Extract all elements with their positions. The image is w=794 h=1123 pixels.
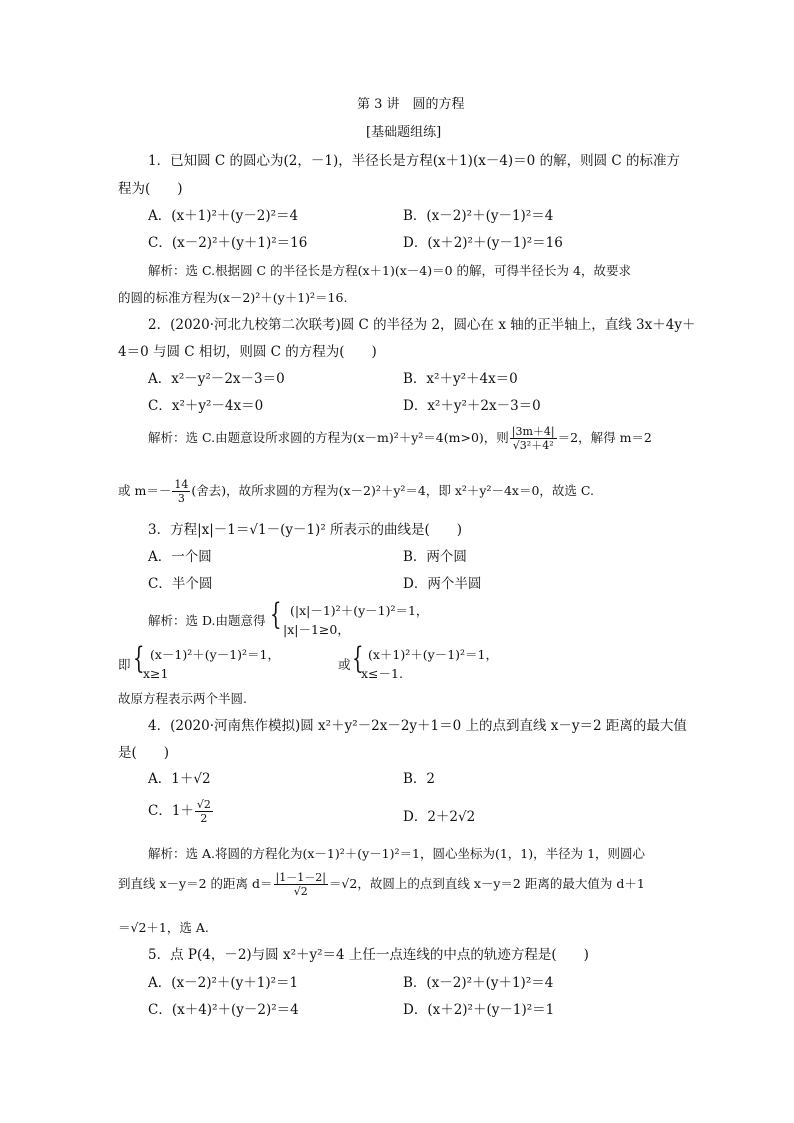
q4-solution-line1: 解析：选 A.将圆的方程化为(x－1)²＋(y－1)²＝1，圆心坐标为(1，1)，半径为 1，则圆心 [148,846,646,861]
lesson-title: 第 3 讲 圆的方程 [357,97,465,112]
q4-option-b: B．2 [403,771,436,787]
left-brace: { [270,597,282,632]
q2-m-fraction [172,478,190,505]
q2-solution-line2 [118,478,594,505]
q3-option-c: C．半个圆 [148,576,213,592]
q3-system3-line2: x≤－1. [361,666,403,681]
q1-option-a: A．(x＋1)²＋(y－2)²＝4 [148,208,299,224]
q2-stem-line2: 4＝0 与圆 C 相切，则圆 C 的方程为( ) [118,344,377,360]
fraction-denominator: √3²＋4² [512,439,554,452]
q3-system3-line1: (x＋1)²＋(y－1)²＝1， [368,647,498,662]
q2-option-b: B．x²＋y²＋4x＝0 [403,371,518,387]
q2-distance-fraction [510,425,557,452]
q3-option-d: D．两个半圆 [403,576,482,592]
q2-stem-line1: 2．(2020·河北九校第二次联考)圆 C 的半径为 2，圆心在 x 轴的正半轴上，直线 3x＋4y＋ [148,317,696,333]
q5-option-b: B．(x－2)²＋(y＋1)²＝4 [403,975,554,991]
q4-solution-text-a: 到直线 x－y＝2 的距离 d＝ [118,876,273,891]
q3-system2-line1: (x－1)²＋(y－1)²＝1， [150,647,280,662]
q4-option-c [148,798,214,825]
q4-option-a: A．1＋√2 [148,771,211,787]
q1-option-c: C．(x－2)²＋(y＋1)²＝16 [148,235,308,251]
q3-option-b: B．两个圆 [403,549,467,565]
q2-solution-text-a: 解析：选 C.由题意设所求圆的方程为(x－m)²＋y²＝4(m>0)，则 [148,430,509,445]
q3-solution-ji: 即 [118,657,131,672]
q4-option-d: D．2＋2√2 [403,809,476,825]
q3-system1-line1: (|x|－1)²＋(y－1)²＝1， [290,603,429,618]
q4-solution-text-b: ＝√2，故圆上的点到直线 x－y＝2 距离的最大值为 d＋1 [328,876,645,891]
q4-distance-fraction [274,871,328,898]
q4-solution-line3: ＝√2＋1，选 A. [118,920,209,935]
left-brace: { [133,641,145,676]
q3-solution-conclusion: 故原方程表示两个半圆. [118,691,247,706]
fraction-numerator: |3m＋4| [511,425,555,438]
q1-option-d: D．(x＋2)²＋(y－1)²＝16 [403,235,563,251]
q1-stem-line2: 程为( ) [118,181,183,197]
q3-solution-huo: 或 [338,657,351,672]
q2-option-a: A．x²－y²－2x－3＝0 [148,371,285,387]
q2-option-c: C．x²＋y²－4x＝0 [148,398,264,414]
q5-option-c: C．(x＋4)²＋(y－2)²＝4 [148,1002,299,1018]
q1-solution-line2: 的圆的标准方程为(x－2)²＋(y＋1)²＝16. [118,290,348,305]
fraction-denominator: √2 [293,885,308,898]
q5-option-d: D．(x＋2)²＋(y－1)²＝1 [403,1002,555,1018]
fraction-denominator: 2 [200,812,208,825]
q2-solution-text-d: (舍去)，故所求圆的方程为(x－2)²＋y²＝4，即 x²＋y²－4x＝0，故选 C. [191,483,595,498]
q2-option-d: D．x²＋y²＋2x－3＝0 [403,398,541,414]
q1-option-b: B．(x－2)²＋(y－1)²＝4 [403,208,554,224]
fraction-numerator: 14 [174,478,189,491]
q3-stem: 3．方程|x|－1＝√1－(y－1)² 所表示的曲线是( ) [148,522,463,538]
q3-system2-line2: x≥1 [143,666,169,681]
section-heading: [基础题组练] [366,125,442,140]
q4-stem-line2: 是( ) [118,745,170,761]
q3-system1-line2: |x|－1≥0， [283,622,350,637]
q4-solution-line2 [118,871,645,898]
q3-option-a: A．一个圆 [148,549,212,565]
left-brace: { [352,641,364,676]
fraction-numerator: √2 [196,798,211,811]
q2-solution-text-c: 或 m＝－ [118,483,172,498]
q4-option-c-fraction [195,798,213,825]
q1-solution-line1: 解析：选 C.根据圆 C 的半径长是方程(x＋1)(x－4)＝0 的解，可得半径长为 4，故要求 [148,263,631,278]
q5-stem: 5．点 P(4，－2)与圆 x²＋y²＝4 上任一点连线的中点的轨迹方程是( ) [148,947,589,963]
q4-option-c-prefix: C．1＋ [148,803,194,819]
q2-solution-text-b: ＝2，解得 m＝2 [557,430,652,445]
q3-solution-intro: 解析：选 D.由题意得 [148,613,266,628]
q1-stem-line1: 1．已知圆 C 的圆心为(2，－1)，半径长是方程(x＋1)(x－4)＝0 的解，则圆 C 的标准方 [148,153,680,169]
fraction-denominator: 3 [177,492,185,505]
q5-option-a: A．(x－2)²＋(y＋1)²＝1 [148,975,299,991]
q4-stem-line1: 4．(2020·河南焦作模拟)圆 x²＋y²－2x－2y＋1＝0 上的点到直线 x－y＝2 距离的最大值 [148,718,687,734]
fraction-numerator: |1－1－2| [275,871,326,884]
q2-solution-line1 [148,425,652,452]
